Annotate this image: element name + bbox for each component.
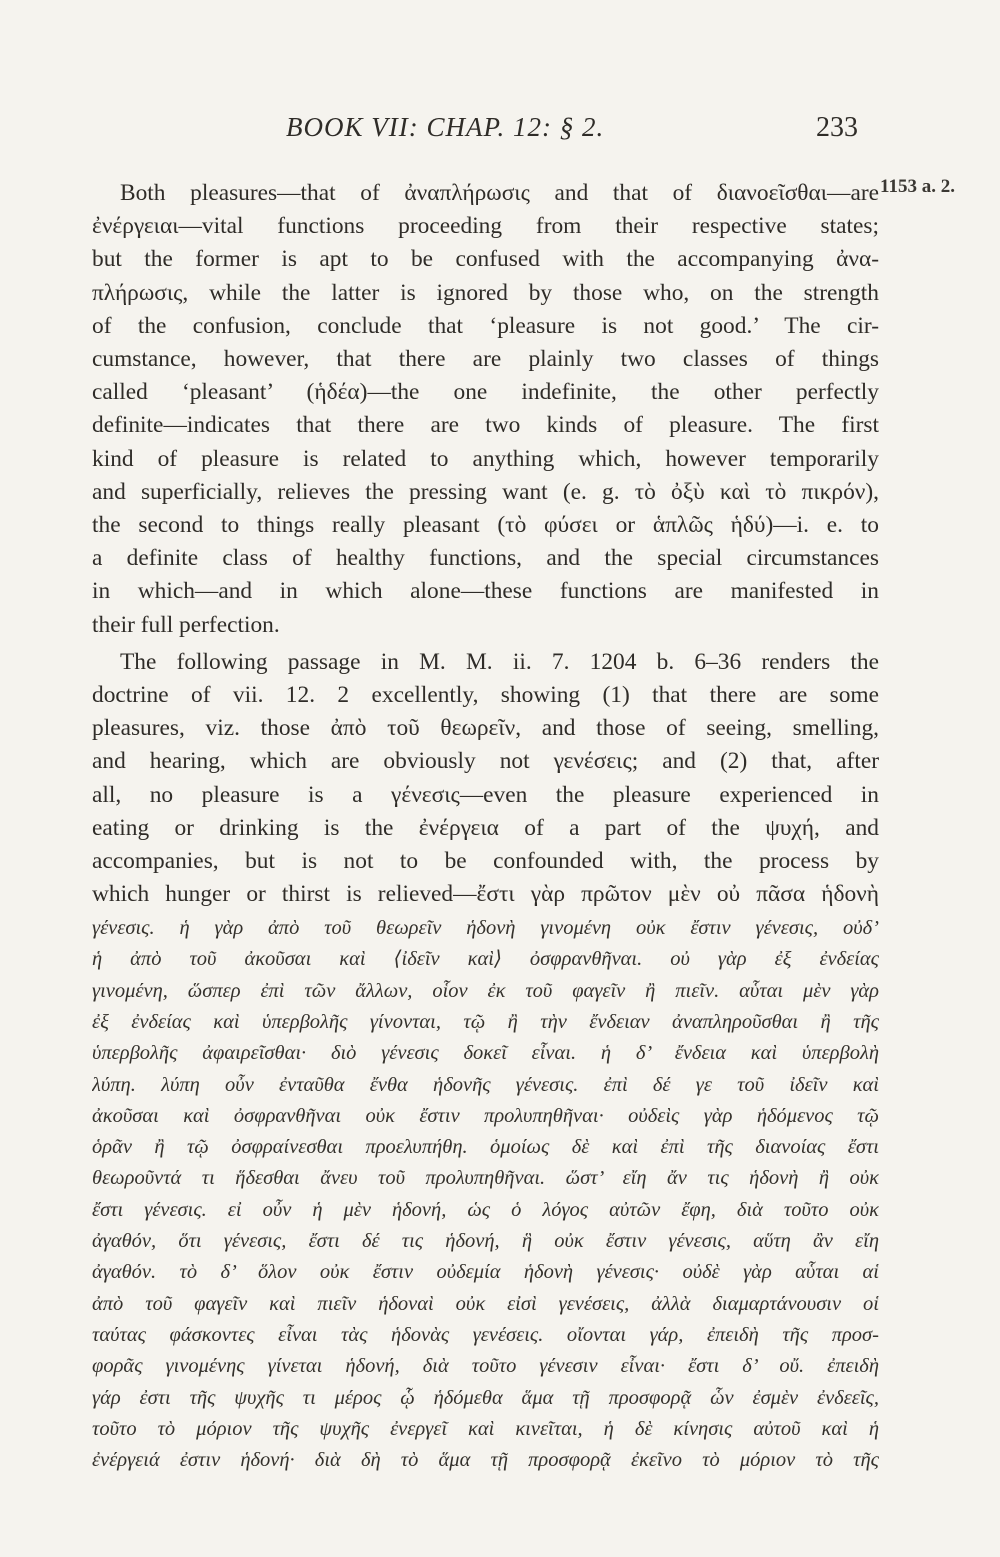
text-line: The following passage in M. M. ii. 7. 1204 b. 6–36 renders the <box>120 648 879 675</box>
text-line: and superficially, relieves the pressing want (e. g. τὸ ὀξὺ καὶ τὸ πικρόν), <box>92 478 879 505</box>
greek-line: ἀκοῦσαι καὶ ὀσφρανθῆναι οὐκ ἔστιν προλυπηθῆναι· οὐδεὶς γὰρ ἡδόμενος τῷ <box>92 1104 879 1127</box>
text-line: but the former is apt to be confused with the accompanying ἀνα- <box>92 246 879 273</box>
greek-line: θεωροῦντά τι ἥδεσθαι ἄνευ τοῦ προλυπηθῆναι. ὥστ’ εἴη ἄν τις ἡδονὴ ἢ οὐκ <box>92 1167 879 1190</box>
text-line: doctrine of vii. 12. 2 excellently, showing (1) that there are some <box>92 682 879 708</box>
text-line: eating or drinking is the ἐνέργεια of a part of the ψυχή, and <box>92 814 879 841</box>
text-line: kind of pleasure is related to anything which, however temporarily <box>92 445 879 472</box>
text-line: cumstance, however, that there are plainly two classes of things <box>92 346 879 372</box>
greek-line: ὑπερβολῆς ἀφαιρεῖσθαι· διὸ γένεσις δοκεῖ εἶναι. ἡ δ’ ἔνδεια καὶ ὑπερβολὴ <box>92 1042 879 1065</box>
greek-line: γένεσις. ἡ γὰρ ἀπὸ τοῦ θεωρεῖν ἡδονὴ γινομένη οὐκ ἔστιν γένεσις, οὐδ’ <box>92 917 879 939</box>
text-line: in which—and in which alone—these functions are manifested in <box>92 578 879 605</box>
greek-line: φορᾶς γινομένης γίνεται ἡδονή, διὰ τοῦτο γένεσιν εἶναι· ἔστι δ’ οὔ. ἐπειδὴ <box>92 1355 879 1378</box>
text-line: all, no pleasure is a γένεσις—even the pleasure experienced in <box>92 781 879 808</box>
greek-line: ἐξ ἐνδείας καὶ ὑπερβολῆς γίνονται, τῷ ἢ τὴν ἔνδειαν ἀναπληροῦσθαι ἢ τῆς <box>92 1010 879 1033</box>
greek-line: ταύτας φάσκοντες εἶναι τὰς ἡδονὰς γενέσεις. οἴονται γάρ, ἐπειδὴ τῆς προσ- <box>92 1323 879 1346</box>
running-title: BOOK VII: CHAP. 12: § 2. <box>286 112 605 142</box>
text-line: of the confusion, conclude that ‘pleasure is not good.’ The cir- <box>92 312 879 339</box>
greek-line: γινομένη, ὥσπερ ἐπὶ τῶν ἄλλων, οἷον ἐκ τοῦ φαγεῖν ἢ πιεῖν. αὗται μὲν γὰρ <box>92 979 879 1002</box>
text-line: a definite class of healthy functions, and the special circumstances <box>92 545 879 572</box>
text-line: and hearing, which are obviously not γενέσεις; and (2) that, after <box>92 748 879 775</box>
text-line: definite—indicates that there are two kinds of pleasure. The first <box>92 412 879 439</box>
page-number: 233 <box>816 112 858 143</box>
text-line: their full perfection. <box>92 611 280 638</box>
greek-line: τοῦτο τὸ μόριον τῆς ψυχῆς ἐνεργεῖ καὶ κινεῖται, ἡ δὲ κίνησις αὐτοῦ καὶ ἡ <box>92 1417 879 1440</box>
greek-line: γάρ ἐστι τῆς ψυχῆς τι μέρος ᾧ ἡδόμεθα ἅμα τῇ προσφορᾷ ὧν ἐσμὲν ἐνδεεῖς, <box>92 1386 879 1409</box>
greek-line: ἀγαθόν, ὅτι γένεσις, ἔστι δέ τις ἡδονή, ἣ οὐκ ἔστιν γένεσις, αὕτη ἂν εἴη <box>92 1230 879 1252</box>
greek-line: λύπη. λύπη οὖν ἐνταῦθα ἔνθα ἡδονῆς γένεσις. ἐπὶ δέ γε τοῦ ἰδεῖν καὶ <box>92 1073 879 1096</box>
text-line: the second to things really pleasant (τὸ φύσει or ἁπλῶς ἡδύ)—i. e. to <box>92 512 879 538</box>
text-line: which hunger or thirst is relieved—ἔστι γὰρ πρῶτον μὲν οὐ πᾶσα ἡδονὴ <box>92 881 879 908</box>
text-line: called ‘pleasant’ (ἡδέα)—the one indefinite, the other perfectly <box>92 379 879 406</box>
text-line: πλήρωσις, while the latter is ignored by those who, on the strength <box>92 279 879 306</box>
text-line: ἐνέργειαι—vital functions proceeding from their respective states; <box>92 213 879 240</box>
greek-line: ἡ ἀπὸ τοῦ ἀκοῦσαι καὶ ⟨ἰδεῖν καὶ⟩ ὀσφρανθῆναι. οὐ γὰρ ἐξ ἐνδείας <box>92 948 879 971</box>
text-line: pleasures, viz. those ἀπὸ τοῦ θεωρεῖν, and those of seeing, smelling, <box>92 715 879 742</box>
greek-line: ἀγαθόν. τὸ δ’ ὅλον οὐκ ἔστιν οὐδεμία ἡδονὴ γένεσις· οὐδὲ γὰρ αὗται αἱ <box>92 1261 879 1284</box>
marginal-reference: 1153 a. 2. <box>880 176 955 197</box>
text-line: accompanies, but is not to be confounded with, the process by <box>92 848 879 874</box>
greek-line: ἐνέργειά ἐστιν ἡδονή· διὰ δὴ τὸ ἅμα τῇ προσφορᾷ ἐκεῖνο τὸ μόριον τὸ τῆς <box>92 1449 879 1472</box>
greek-line: ἀπὸ τοῦ φαγεῖν καὶ πιεῖν ἡδοναὶ οὐκ εἰσὶ γενέσεις, ἀλλὰ διαμαρτάνουσιν οἱ <box>92 1292 879 1315</box>
greek-line: ἔστι γένεσις. εἰ οὖν ἡ μὲν ἡδονή, ὡς ὁ λόγος αὐτῶν ἔφη, διὰ τοῦτο οὐκ <box>92 1198 879 1221</box>
page-header <box>0 112 1000 152</box>
text-line: Both pleasures—that of ἀναπλήρωσις and that of διανοεῖσθαι—are <box>120 180 879 206</box>
greek-line: ὁρᾶν ἢ τῷ ὀσφραίνεσθαι προελυπήθη. ὁμοίως δὲ καὶ ἐπὶ τῆς διανοίας ἔστι <box>92 1136 879 1159</box>
